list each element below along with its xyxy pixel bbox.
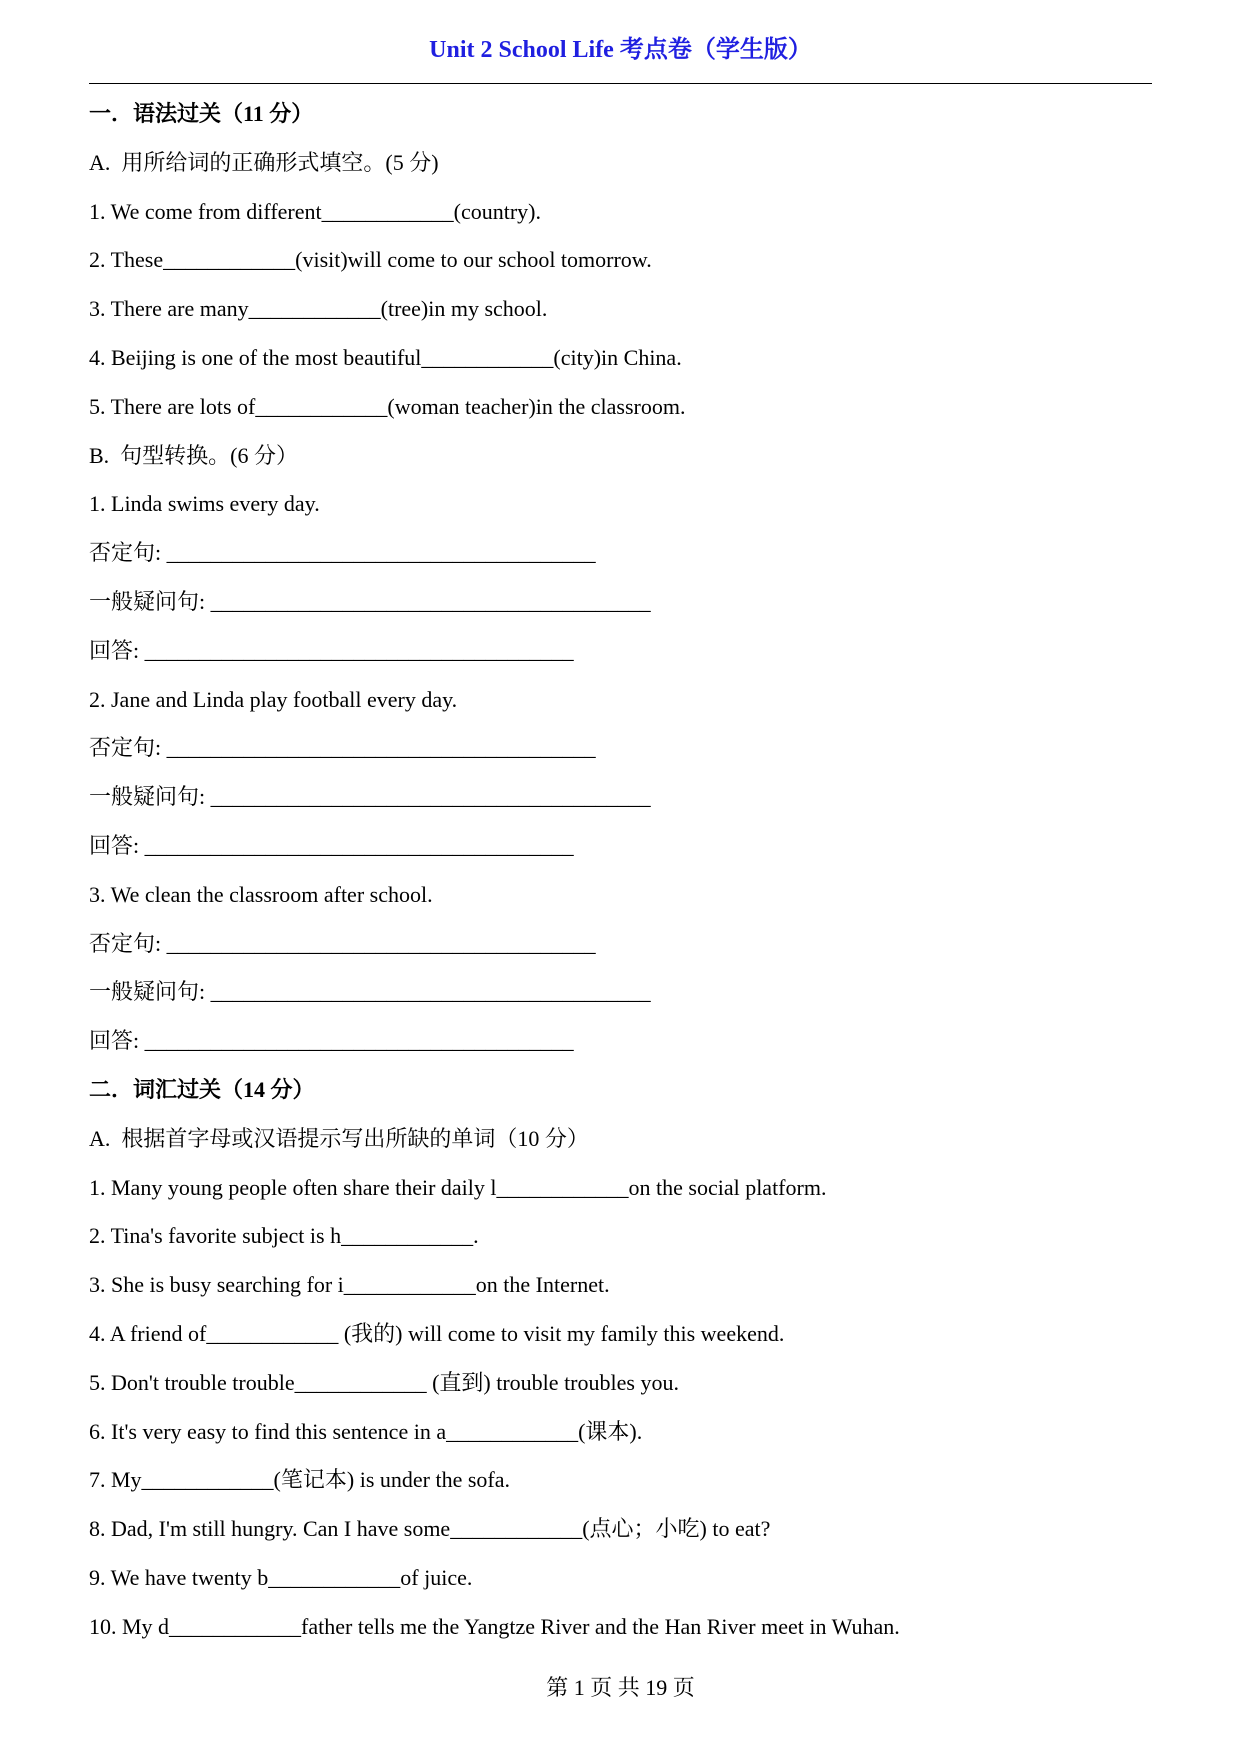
question-line: 3. There are many____________(tree)in my school. [89, 296, 548, 322]
question-line: 否定句: _______________________________________ [89, 735, 596, 761]
question-line: 2. These____________(visit)will come to our school tomorrow. [89, 247, 652, 273]
question-line: 一般疑问句: ________________________________________ [89, 588, 651, 614]
page-number: 第 1 页 共 19 页 [546, 1675, 695, 1700]
question-line: 4. Beijing is one of the most beautiful____________(city)in China. [89, 344, 682, 370]
page-title: Unit 2 School Life 考点卷（学生版） [429, 37, 812, 63]
question-line: A. 用所给词的正确形式填空。(5 分) [89, 149, 439, 175]
question-line: 1. Many young people often share their daily l____________on the social platform. [89, 1174, 827, 1200]
question-line: 10. My d____________father tells me the Yangtze River and the Han River meet in Wuhan. [89, 1613, 900, 1639]
question-line: 9. We have twenty b____________of juice. [89, 1564, 473, 1590]
question-line: B. 句型转换。(6 分） [89, 442, 299, 468]
question-line: 回答: _______________________________________ [89, 637, 574, 663]
question-line: A. 根据首字母或汉语提示写出所缺的单词（10 分） [89, 1125, 589, 1151]
question-line: 3. We clean the classroom after school. [89, 881, 433, 907]
question-line: 1. We come from different____________(country). [89, 198, 541, 224]
question-line: 否定句: _______________________________________ [89, 930, 596, 956]
question-line: 6. It's very easy to find this sentence in a____________(课本). [89, 1418, 643, 1444]
question-line: 2. Tina's favorite subject is h____________. [89, 1223, 479, 1249]
question-line: 3. She is busy searching for i____________on the Internet. [89, 1272, 610, 1298]
question-line: 2. Jane and Linda play football every day. [89, 686, 458, 712]
question-line: 7. My____________(笔记本) is under the sofa. [89, 1467, 511, 1493]
section-heading: 一．语法过关（11 分） [89, 101, 314, 126]
question-line: 否定句: _______________________________________ [89, 540, 596, 566]
question-line: 一般疑问句: ________________________________________ [89, 979, 651, 1005]
header-divider [89, 83, 1152, 84]
document-body [89, 96, 1152, 1658]
question-line: 1. Linda swims every day. [89, 491, 320, 517]
question-line: 8. Dad, I'm still hungry. Can I have some____________(点心；小吃) to eat? [89, 1516, 771, 1542]
question-line: 4. A friend of____________ (我的) will come to visit my family this weekend. [89, 1320, 785, 1346]
question-line: 回答: _______________________________________ [89, 832, 574, 858]
question-line: 回答: _______________________________________ [89, 1028, 574, 1054]
question-line: 5. There are lots of____________(woman teacher)in the classroom. [89, 393, 686, 419]
question-line: 一般疑问句: ________________________________________ [89, 784, 651, 810]
section-heading: 二．词汇过关（14 分） [89, 1076, 315, 1102]
question-line: 5. Don't trouble trouble____________ (直到) trouble troubles you. [89, 1369, 679, 1395]
